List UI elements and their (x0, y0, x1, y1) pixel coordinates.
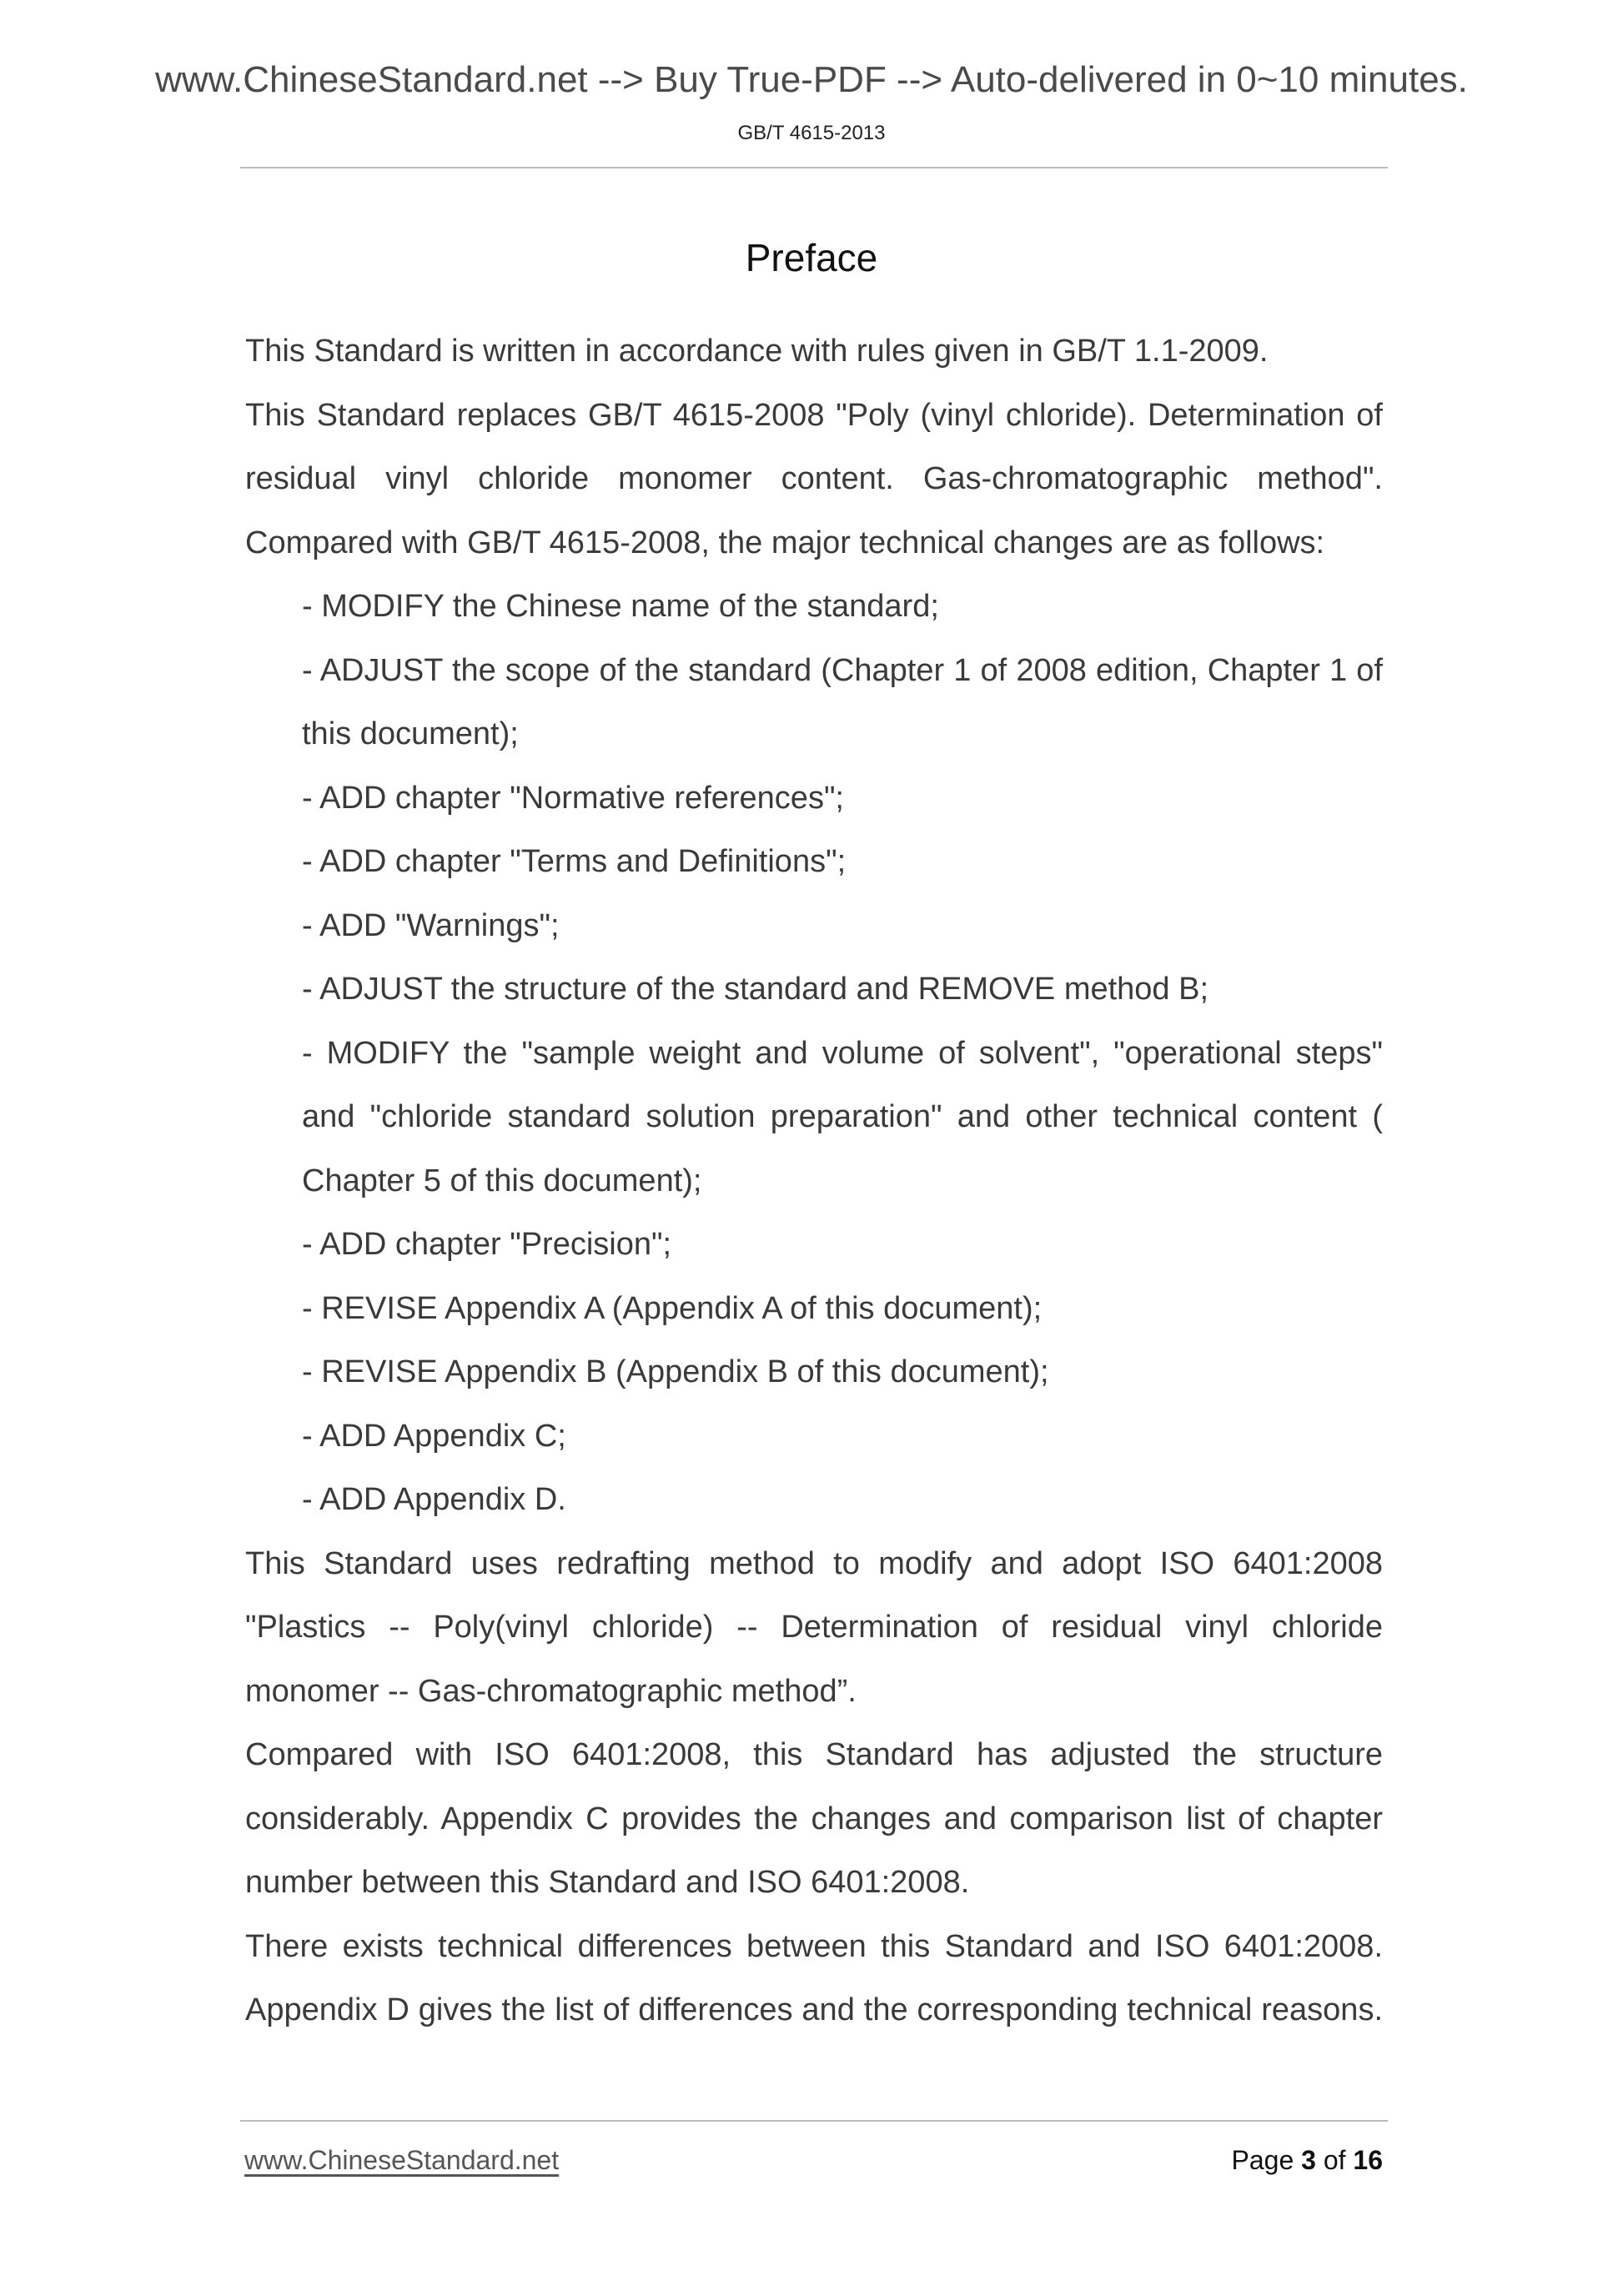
change-item: - ADD Appendix C; (302, 1418, 566, 1454)
change-item: - ADD chapter "Precision"; (302, 1227, 672, 1262)
change-item: - ADD Appendix D. (302, 1482, 566, 1517)
change-item: - REVISE Appendix A (Appendix A of this document); (302, 1290, 1043, 1326)
page-word: Page (1231, 2145, 1294, 2175)
paragraph-structure: Compared with ISO 6401:2008, this Standard has adjusted the structure considerably. Appendix C provides the changes and comparison list of chapter number between this Standard and ISO 6401:2008. (245, 1737, 1383, 1900)
page-indicator (1232, 2145, 1383, 2176)
header-divider (240, 167, 1388, 168)
document-code: GB/T 4615-2013 (737, 122, 886, 144)
preface-body (245, 319, 1383, 2042)
change-item: - ADD chapter "Terms and Definitions"; (302, 844, 847, 879)
of-word: of (1323, 2145, 1346, 2175)
change-item: - MODIFY the Chinese name of the standard; (302, 589, 939, 624)
paragraph-differences: There exists technical differences between this Standard and ISO 6401:2008. Appendix D gives the list of differences and the corresponding technical reasons. (245, 1928, 1383, 2027)
change-item: - ADD "Warnings"; (302, 907, 560, 943)
page-number: 3 (1301, 2145, 1316, 2175)
paragraph-replaces: This Standard replaces GB/T 4615-2008 "Poly (vinyl chloride). Determination of residual vinyl chloride monomer content. Gas-chromatographic method". Compared with GB/T 4615-2008, the major technical changes are as follows: (245, 397, 1383, 560)
footer-site-link[interactable]: www.ChineseStandard.net (244, 2145, 560, 2175)
change-item: - ADJUST the structure of the standard and REMOVE method B; (302, 972, 1209, 1007)
section-title: Preface (745, 236, 878, 279)
paragraph-writing-rules: This Standard is written in accordance with rules given in GB/T 1.1-2009. (245, 334, 1269, 369)
footer-divider (240, 2120, 1388, 2122)
change-item: - ADD chapter "Normative references"; (302, 780, 844, 816)
top-banner: www.ChineseStandard.net --> Buy True-PDF --> Auto-delivered in 0~10 minutes. (155, 59, 1468, 100)
change-item: - MODIFY the "sample weight and volume of solvent", "operational steps" and "chloride standard solution preparation" and other technical content ( Chapter 5 of this document); (302, 1035, 1383, 1198)
page-total: 16 (1353, 2145, 1383, 2175)
change-item: - ADJUST the scope of the standard (Chapter 1 of 2008 edition, Chapter 1 of this document); (302, 652, 1383, 751)
paragraph-adoption: This Standard uses redrafting method to modify and adopt ISO 6401:2008 "Plastics -- Poly(vinyl chloride) -- Determination of residual vinyl chloride monomer -- Gas-chromatographic method”. (245, 1545, 1383, 1709)
change-item: - REVISE Appendix B (Appendix B of this document); (302, 1354, 1049, 1389)
